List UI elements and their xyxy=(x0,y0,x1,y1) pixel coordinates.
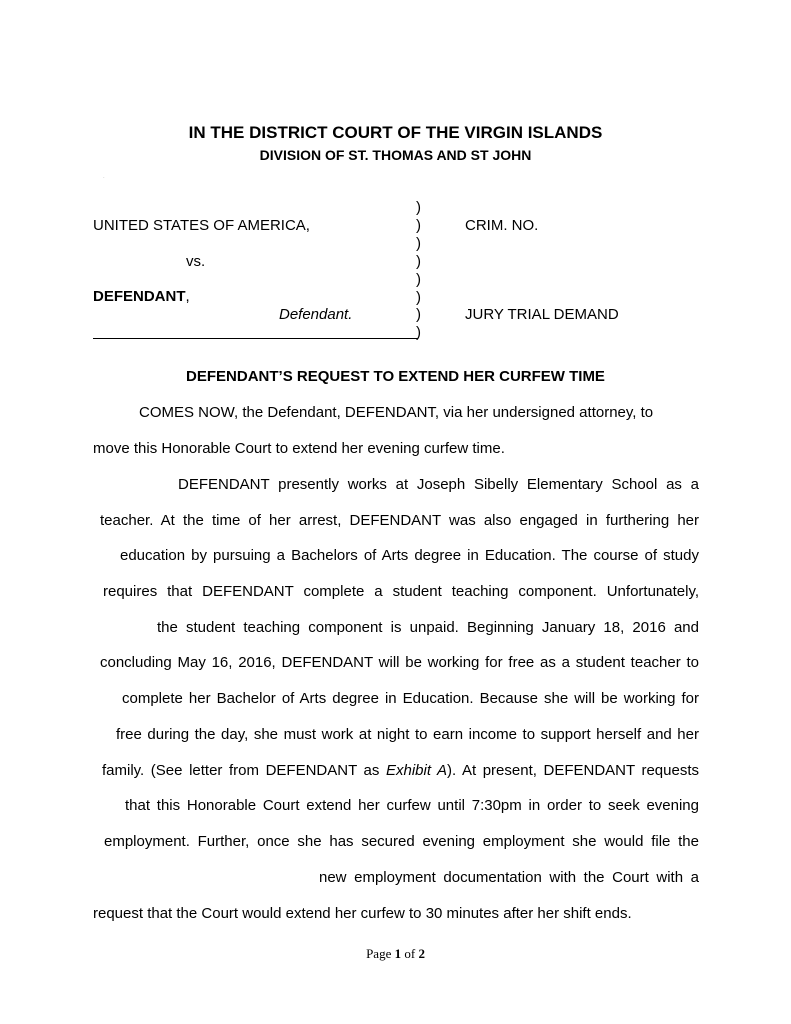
body-line: new employment documentation with the Court with a xyxy=(319,869,699,886)
motion-heading: DEFENDANT’S REQUEST TO EXTEND HER CURFEW TIME xyxy=(186,368,605,385)
caption-paren: ) xyxy=(416,324,421,341)
page-number: 1 xyxy=(394,946,402,961)
exhibit-reference: Exhibit A xyxy=(385,762,448,779)
body-text: family. (See letter from DEFENDANT as xyxy=(102,762,386,779)
caption-paren: ) xyxy=(416,306,421,323)
of-word: of xyxy=(404,946,416,961)
defendant-role: Defendant. xyxy=(279,306,353,323)
caption-rule xyxy=(93,338,418,339)
body-line-exhibit xyxy=(102,762,699,779)
versus-label: vs. xyxy=(186,253,206,270)
caption-paren: ) xyxy=(416,199,421,216)
jury-demand-label: JURY TRIAL DEMAND xyxy=(465,306,619,323)
body-line: complete her Bachelor of Arts degree in Education. Because she will be working for xyxy=(122,690,699,707)
court-division: DIVISION OF ST. THOMAS AND ST JOHN xyxy=(259,147,532,163)
body-line: concluding May 16, 2016, DEFENDANT will be working for free as a student teacher to xyxy=(100,654,699,671)
plaintiff-name: UNITED STATES OF AMERICA, xyxy=(93,217,310,234)
body-line: education by pursuing a Bachelors of Arts degree in Education. The course of study xyxy=(120,547,699,564)
court-title: IN THE DISTRICT COURT OF THE VIRGIN ISLANDS xyxy=(188,123,603,142)
stray-mark: . xyxy=(103,174,105,180)
body-line: COMES NOW, the Defendant, DEFENDANT, via her undersigned attorney, to xyxy=(139,404,654,421)
body-text: ). At present, DEFENDANT requests xyxy=(447,762,700,779)
defendant-line xyxy=(93,288,190,305)
body-line: teacher. At the time of her arrest, DEFENDANT was also engaged in furthering her xyxy=(100,512,699,529)
body-line: employment. Further, once she has secured evening employment she would file the xyxy=(104,833,699,850)
caption-paren: ) xyxy=(416,289,421,306)
body-line: free during the day, she must work at night to earn income to support herself and her xyxy=(116,726,699,743)
crim-no-label: CRIM. NO. xyxy=(465,217,539,234)
body-line: DEFENDANT presently works at Joseph Sibelly Elementary School as a xyxy=(178,476,699,493)
page-footer xyxy=(0,946,791,962)
caption-paren: ) xyxy=(416,235,421,252)
body-line: that this Honorable Court extend her curfew until 7:30pm in order to seek evening xyxy=(125,797,699,814)
defendant-comma: , xyxy=(185,288,190,305)
body-line: requires that DEFENDANT complete a student teaching component. Unfortunately, xyxy=(103,583,699,600)
page-total: 2 xyxy=(418,946,425,961)
caption-paren: ) xyxy=(416,217,421,234)
caption-paren: ) xyxy=(416,271,421,288)
body-line: the student teaching component is unpaid. Beginning January 18, 2016 and xyxy=(157,619,699,636)
defendant-name: DEFENDANT xyxy=(93,288,186,305)
body-line: move this Honorable Court to extend her evening curfew time. xyxy=(93,440,505,457)
page-word: Page xyxy=(366,946,392,961)
caption-paren: ) xyxy=(416,253,421,270)
body-line: request that the Court would extend her curfew to 30 minutes after her shift ends. xyxy=(93,905,632,922)
